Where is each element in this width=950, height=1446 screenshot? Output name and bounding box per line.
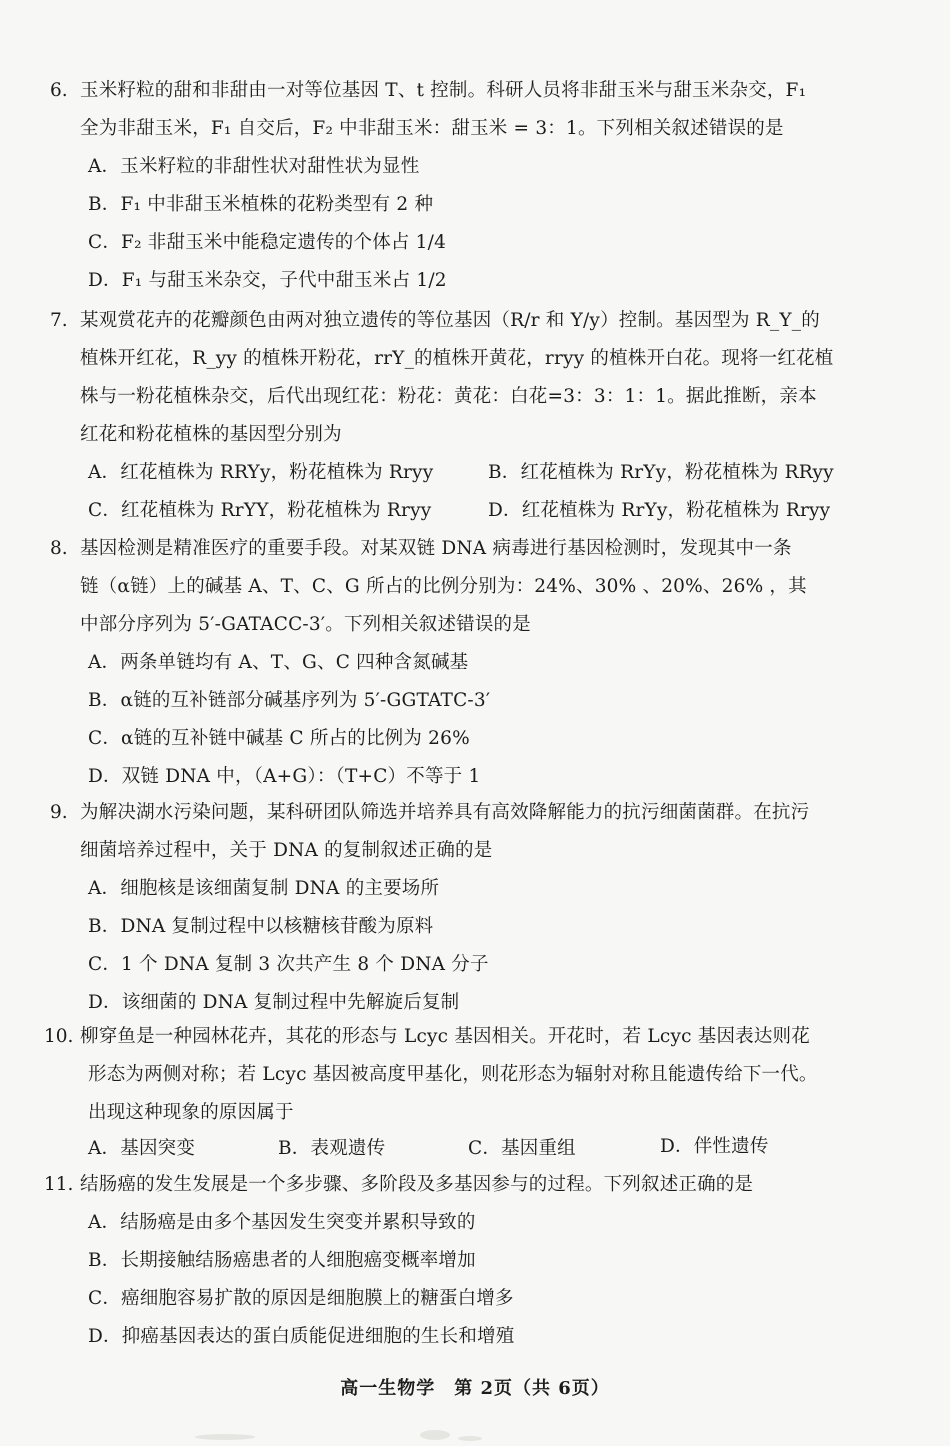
question-6-number: 6. [50, 80, 68, 101]
question-10-stem-line-1: 柳穿鱼是一种园林花卉，其花的形态与 Lcyc 基因相关。开花时，若 Lcyc 基因表达则花 [80, 1026, 810, 1047]
question-11-option-c: C．癌细胞容易扩散的原因是细胞膜上的糖蛋白增多 [88, 1288, 514, 1309]
question-7-option-b: B．红花植株为 RrYy，粉花植株为 RRyy [488, 462, 834, 483]
question-8-option-c: C．α链的互补链中碱基 C 所占的比例为 26% [88, 728, 470, 749]
question-8-option-d: D．双链 DNA 中，（A+G）：（T+C）不等于 1 [88, 766, 481, 787]
question-7-stem-line-3: 株与一粉花植株杂交，后代出现红花：粉花：黄花：白花=3：3：1：1。据此推断，亲本 [80, 386, 817, 407]
question-9-option-b: B．DNA 复制过程中以核糖核苷酸为原料 [88, 916, 434, 937]
page-footer: 高一生物学 第 2页（共 6页） [340, 1378, 610, 1399]
question-10-option-d: D．伴性遗传 [660, 1136, 769, 1157]
question-6-option-b: B．F₁ 中非甜玉米植株的花粉类型有 2 种 [88, 194, 434, 215]
question-10-stem-line-3: 出现这种现象的原因属于 [88, 1102, 294, 1123]
question-7-option-d: D．红花植株为 RrYy，粉花植株为 Rryy [488, 500, 831, 521]
question-11-option-b: B．长期接触结肠癌患者的人细胞癌变概率增加 [88, 1250, 476, 1271]
question-7-stem-line-1: 某观赏花卉的花瓣颜色由两对独立遗传的等位基因（R/r 和 Y/y）控制。基因型为 R_Y_的 [80, 310, 820, 331]
question-9-option-d: D．该细菌的 DNA 复制过程中先解旋后复制 [88, 992, 460, 1013]
question-10-option-b: B．表观遗传 [278, 1138, 386, 1159]
question-8-stem-line-2: 链（α链）上的碱基 A、T、C、G 所占的比例分别为：24%、30% 、20%、26% ，其 [80, 576, 807, 597]
question-7-stem-line-2: 植株开红花，R_yy 的植株开粉花，rrY_的植株开黄花，rryy 的植株开白花。现将一红花植 [80, 348, 834, 369]
question-7-stem-line-4: 红花和粉花植株的基因型分别为 [80, 424, 342, 445]
question-6-option-a: A．玉米籽粒的非甜性状对甜性状为显性 [88, 156, 420, 177]
question-9-number: 9. [50, 802, 68, 823]
question-8-number: 8. [50, 538, 68, 559]
question-6-stem-line-1: 玉米籽粒的甜和非甜由一对等位基因 T、t 控制。科研人员将非甜玉米与甜玉米杂交，F₁ [80, 80, 807, 101]
question-7-option-a: A．红花植株为 RRYy，粉花植株为 Rryy [88, 462, 434, 483]
question-8-option-a: A．两条单链均有 A、T、G、C 四种含氮碱基 [88, 652, 469, 673]
question-7-option-c: C．红花植株为 RrYY，粉花植株为 Rryy [88, 500, 432, 521]
question-9-stem-line-1: 为解决湖水污染问题，某科研团队筛选并培养具有高效降解能力的抗污细菌菌群。在抗污 [80, 802, 810, 823]
question-9-option-a: A．细胞核是该细菌复制 DNA 的主要场所 [88, 878, 440, 899]
scan-smudge [420, 1430, 450, 1440]
question-7-number: 7. [50, 310, 68, 331]
question-6-option-c: C．F₂ 非甜玉米中能稳定遗传的个体占 1/4 [88, 232, 447, 253]
question-10-option-a: A．基因突变 [88, 1138, 196, 1159]
question-6-stem-line-2: 全为非甜玉米，F₁ 自交后，F₂ 中非甜玉米：甜玉米 = 3：1。下列相关叙述错误的是 [80, 118, 784, 139]
question-8-stem-line-3: 中部分序列为 5′-GATACC-3′。下列相关叙述错误的是 [80, 614, 531, 635]
question-6-option-d: D．F₁ 与甜玉米杂交，子代中甜玉米占 1/2 [88, 270, 447, 291]
scan-smudge [195, 1434, 255, 1440]
question-10-number: 10. [44, 1026, 74, 1047]
question-10-option-c: C．基因重组 [468, 1138, 576, 1159]
scan-smudge [458, 1436, 482, 1441]
question-11-option-a: A．结肠癌是由多个基因发生突变并累积导致的 [88, 1212, 476, 1233]
question-8-stem-line-1: 基因检测是精准医疗的重要手段。对某双链 DNA 病毒进行基因检测时，发现其中一条 [80, 538, 792, 559]
question-10-stem-line-2: 形态为两侧对称；若 Lcyc 基因被高度甲基化，则花形态为辐射对称且能遗传给下一代。 [88, 1064, 818, 1085]
question-9-option-c: C．1 个 DNA 复制 3 次共产生 8 个 DNA 分子 [88, 954, 489, 975]
question-11-number: 11. [44, 1174, 74, 1195]
question-11-option-d: D．抑癌基因表达的蛋白质能促进细胞的生长和增殖 [88, 1326, 515, 1347]
question-8-option-b: B．α链的互补链部分碱基序列为 5′-GGTATC-3′ [88, 690, 491, 711]
question-11-stem-line-1: 结肠癌的发生发展是一个多步骤、多阶段及多基因参与的过程。下列叙述正确的是 [80, 1174, 754, 1195]
question-9-stem-line-2: 细菌培养过程中，关于 DNA 的复制叙述正确的是 [80, 840, 493, 861]
